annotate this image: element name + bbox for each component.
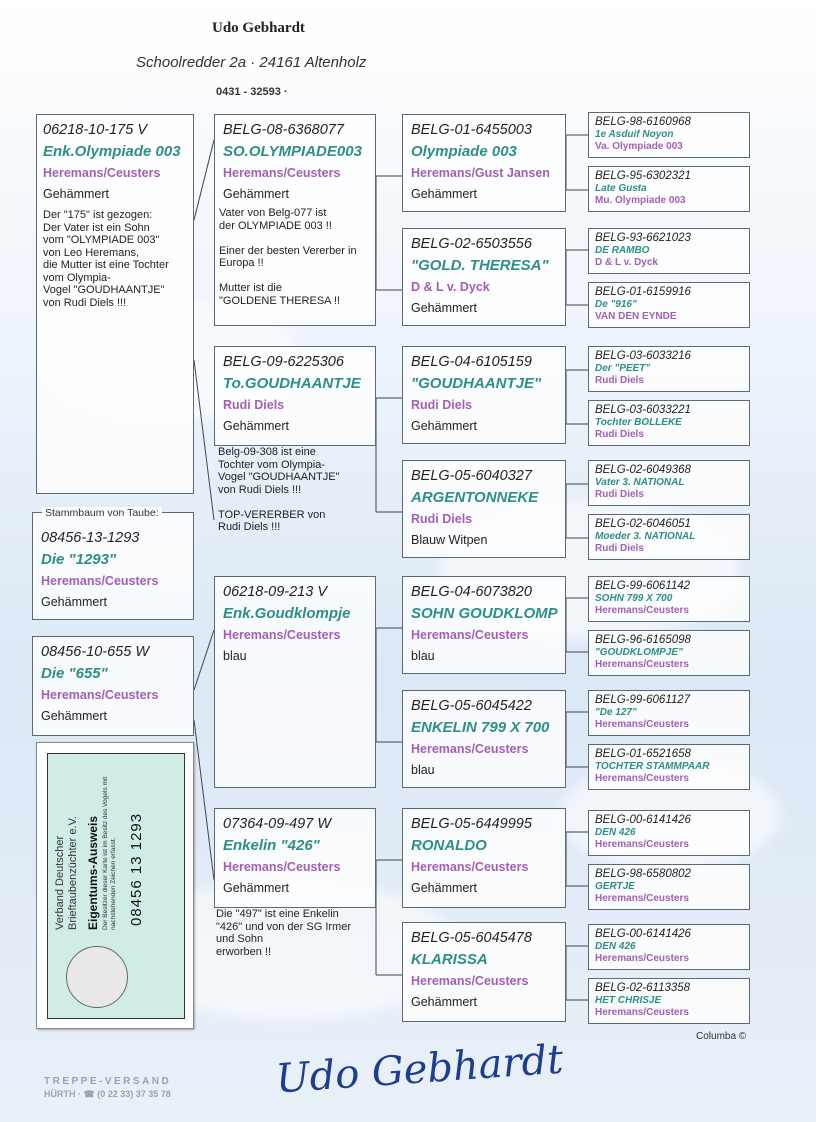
gen2-breeder: Heremans/Ceusters (223, 860, 341, 874)
gen4-box (588, 744, 750, 790)
gen4-box (588, 924, 750, 970)
pigeon-main-box (36, 114, 194, 494)
gen4-ring-number: BELG-02-6046051 (595, 518, 691, 530)
gen4-ring-number: BELG-01-6159916 (595, 286, 691, 298)
gen3-color: Gehämmert (411, 881, 477, 895)
mother-name: Die "655" (41, 665, 108, 682)
gen4-ring-number: BELG-02-6113358 (595, 982, 691, 994)
gen4-breeder: Heremans/Ceusters (595, 953, 689, 964)
gen4-breeder: D & L v. Dyck (595, 257, 658, 268)
gen4-box (588, 346, 750, 392)
owner-phone: 0431 - 32593 · (216, 86, 288, 98)
gen4-name: GERTJE (595, 881, 635, 892)
gen4-breeder: Heremans/Ceusters (595, 1007, 689, 1018)
gen4-name: DEN 426 (595, 941, 636, 952)
gen3-name: "GOLD. THERESA" (411, 257, 549, 274)
gen4-box (588, 630, 750, 676)
gen3-name: Olympiade 003 (411, 143, 517, 160)
gen4-box (588, 864, 750, 910)
gen4-breeder: Mu. Olympiade 003 (595, 195, 686, 206)
gen3-breeder: Heremans/Ceusters (411, 742, 529, 756)
gen2-name: Enkelin "426" (223, 837, 320, 854)
gen3-color: blau (411, 763, 435, 777)
gen4-ring-number: BELG-96-6165098 (595, 634, 691, 646)
gen2-box (214, 114, 376, 326)
gen4-breeder: Heremans/Ceusters (595, 719, 689, 730)
gen2-note: Vater von Belg-077 ist der OLYMPIADE 003 !! Einer der besten Vererber in Europa !! Mutter ist die "GOLDENE THERESA !! (219, 207, 357, 307)
gen4-ring-number: BELG-00-6141426 (595, 814, 691, 826)
main-ring-number: 06218-10-175 V (43, 122, 147, 138)
gen3-color: Gehämmert (411, 419, 477, 433)
gen4-name: Der "PEET" (595, 363, 651, 374)
gen3-box (402, 576, 566, 674)
gen4-box (588, 400, 750, 446)
gen2-box (214, 808, 376, 908)
card-note: Der Besitzer dieser Karte ist im Besitz des Vogels mit nachstehenden Zeichen erfasst. (102, 776, 117, 930)
gen4-breeder: Rudi Diels (595, 375, 644, 386)
gen3-color: blau (411, 649, 435, 663)
mother-breeder: Heremans/Ceusters (41, 688, 159, 702)
ownership-card (36, 742, 194, 1029)
gen2-name: SO.OLYMPIADE003 (223, 143, 362, 160)
gen4-ring-number: BELG-99-6061127 (595, 694, 691, 706)
gen3-ring-number: BELG-05-6449995 (411, 816, 532, 832)
gen4-ring-number: BELG-01-6521658 (595, 748, 691, 760)
gen3-breeder: Heremans/Ceusters (411, 860, 529, 874)
pigeon-logo-icon (66, 946, 128, 1008)
gen4-breeder: Heremans/Ceusters (595, 773, 689, 784)
gen2-note: Belg-09-308 ist eine Tochter vom Olympia- Vogel "GOUDHAANTJE" von Rudi Diels !!! TOP-VERERBER von Rudi Diels !!! (218, 446, 340, 533)
gen3-breeder: Heremans/Ceusters (411, 974, 529, 988)
gen4-name: Late Gusta (595, 183, 647, 194)
signature-text: Udo Gebhardt (274, 1036, 565, 1103)
footer-company: TREPPE-VERSAND (44, 1076, 172, 1087)
card-org-line1: Verband Deutscher (54, 835, 66, 930)
gen4-breeder: Rudi Diels (595, 429, 644, 440)
gen2-color: Gehämmert (223, 187, 289, 201)
gen4-name: De "916" (595, 299, 637, 310)
gen4-ring-number: BELG-03-6033216 (595, 350, 691, 362)
gen4-name: DE RAMBO (595, 245, 650, 256)
columba-copyright: Columba © (696, 1031, 747, 1042)
gen4-box (588, 460, 750, 506)
gen3-box (402, 690, 566, 788)
gen4-box (588, 978, 750, 1024)
gen2-box (214, 576, 376, 788)
gen4-box (588, 282, 750, 328)
gen2-name: To.GOUDHAANTJE (223, 375, 361, 392)
gen3-box (402, 922, 566, 1022)
gen2-ring-number: BELG-08-6368077 (223, 122, 344, 138)
gen4-name: "De 127" (595, 707, 637, 718)
gen3-color: Gehämmert (411, 301, 477, 315)
gen3-breeder: Rudi Diels (411, 398, 473, 412)
gen2-color: Gehämmert (223, 419, 289, 433)
gen3-name: ENKELIN 799 X 700 (411, 719, 550, 736)
gen2-ring-number: 07364-09-497 W (223, 816, 332, 832)
gen4-box (588, 112, 750, 158)
gen2-breeder: Rudi Diels (223, 398, 285, 412)
father-breeder: Heremans/Ceusters (41, 574, 159, 588)
parent-box-father (32, 512, 194, 620)
gen3-breeder: D & L v. Dyck (411, 280, 490, 294)
gen3-box (402, 346, 566, 444)
gen3-ring-number: BELG-05-6045422 (411, 698, 532, 714)
gen3-ring-number: BELG-04-6073820 (411, 584, 532, 600)
footer-phone: HÜRTH · ☎ (0 22 33) 37 35 78 (44, 1089, 171, 1099)
gen3-color: Gehämmert (411, 995, 477, 1009)
gen3-breeder: Heremans/Ceusters (411, 628, 529, 642)
gen4-breeder: VAN DEN EYNDE (595, 311, 677, 322)
gen3-breeder: Rudi Diels (411, 512, 473, 526)
owner-name: Udo Gebhardt (212, 20, 305, 36)
gen2-breeder: Heremans/Ceusters (223, 166, 341, 180)
gen3-color: Gehämmert (411, 187, 477, 201)
father-color: Gehämmert (41, 595, 107, 609)
gen4-box (588, 228, 750, 274)
gen4-ring-number: BELG-00-6141426 (595, 928, 691, 940)
gen4-breeder: Heremans/Ceusters (595, 605, 689, 616)
gen4-name: Vater 3. NATIONAL (595, 477, 685, 488)
gen4-box (588, 166, 750, 212)
gen3-ring-number: BELG-04-6105159 (411, 354, 532, 370)
gen4-name: DEN 426 (595, 827, 636, 838)
owner-address: Schoolredder 2a · 24161 Altenholz (136, 54, 367, 71)
gen2-color: blau (223, 649, 247, 663)
gen4-box (588, 690, 750, 736)
gen2-breeder: Heremans/Ceusters (223, 628, 341, 642)
mother-color: Gehämmert (41, 709, 107, 723)
main-note: Der "175" ist gezogen: Der Vater ist ein Sohn vom "OLYMPIADE 003" von Leo Heremans, die Mutter ist eine Tochter vom Olympia- Vogel "GOUDHAANTJE" von Rudi Diels !!! (43, 209, 169, 309)
gen4-ring-number: BELG-95-6302321 (595, 170, 691, 182)
gen4-name: "GOUDKLOMPJE" (595, 647, 683, 658)
main-name: Enk.Olympiade 003 (43, 143, 181, 160)
gen4-ring-number: BELG-99-6061142 (595, 580, 691, 592)
gen4-ring-number: BELG-98-6160968 (595, 116, 691, 128)
gen3-name: RONALDO (411, 837, 487, 854)
main-color: Gehämmert (43, 187, 109, 201)
gen4-breeder: Rudi Diels (595, 543, 644, 554)
gen4-name: Tochter BOLLEKE (595, 417, 682, 428)
gen4-ring-number: BELG-02-6049368 (595, 464, 691, 476)
gen3-box (402, 228, 566, 326)
gen4-name: TOCHTER STAMMPAAR (595, 761, 710, 772)
gen3-name: SOHN GOUDKLOMP (411, 605, 558, 622)
stammbaum-label: Stammbaum von Taube: (42, 507, 162, 519)
gen4-breeder: Va. Olympiade 003 (595, 141, 683, 152)
card-organization (54, 816, 80, 930)
signature (270, 1036, 565, 1106)
gen3-ring-number: BELG-01-6455003 (411, 122, 532, 138)
gen4-ring-number: BELG-03-6033221 (595, 404, 691, 416)
gen4-breeder: Heremans/Ceusters (595, 839, 689, 850)
gen3-name: "GOUDHAANTJE" (411, 375, 542, 392)
gen4-ring-number: BELG-98-6580802 (595, 868, 691, 880)
gen3-box (402, 808, 566, 908)
gen2-color: Gehämmert (223, 881, 289, 895)
gen4-breeder: Heremans/Ceusters (595, 659, 689, 670)
gen4-name: SOHN 799 X 700 (595, 593, 673, 604)
card-org-line2: Brieftaubenzüchter e.V. (67, 816, 79, 930)
card-title: Eigentums-Ausweis (86, 815, 100, 930)
card-ring-number: 08456 13 1293 (128, 812, 145, 926)
gen3-box (402, 460, 566, 558)
gen3-breeder: Heremans/Gust Jansen (411, 166, 550, 180)
main-breeder: Heremans/Ceusters (43, 166, 161, 180)
gen2-ring-number: 06218-09-213 V (223, 584, 327, 600)
father-name: Die "1293" (41, 551, 117, 568)
gen4-breeder: Heremans/Ceusters (595, 893, 689, 904)
gen3-name: KLARISSA (411, 951, 488, 968)
gen3-name: ARGENTONNEKE (411, 489, 539, 506)
gen4-name: 1e Asduif Noyon (595, 129, 674, 140)
gen4-name: Moeder 3. NATIONAL (595, 531, 696, 542)
gen2-note: Die "497" ist eine Enkelin "426" und von der SG Irmer und Sohn erworben !! (216, 908, 351, 958)
parent-box-mother (32, 636, 194, 736)
gen4-name: HET CHRISJE (595, 995, 662, 1006)
gen3-color: Blauw Witpen (411, 533, 488, 547)
gen2-name: Enk.Goudklompje (223, 605, 351, 622)
gen3-box (402, 114, 566, 212)
gen4-box (588, 576, 750, 622)
gen3-ring-number: BELG-05-6040327 (411, 468, 532, 484)
gen4-box (588, 514, 750, 560)
gen4-box (588, 810, 750, 856)
gen3-ring-number: BELG-02-6503556 (411, 236, 532, 252)
gen2-ring-number: BELG-09-6225306 (223, 354, 344, 370)
mother-ring-number: 08456-10-655 W (41, 644, 150, 660)
father-ring-number: 08456-13-1293 (41, 530, 140, 546)
gen4-ring-number: BELG-93-6621023 (595, 232, 691, 244)
gen4-breeder: Rudi Diels (595, 489, 644, 500)
gen3-ring-number: BELG-05-6045478 (411, 930, 532, 946)
gen2-box (214, 346, 376, 446)
